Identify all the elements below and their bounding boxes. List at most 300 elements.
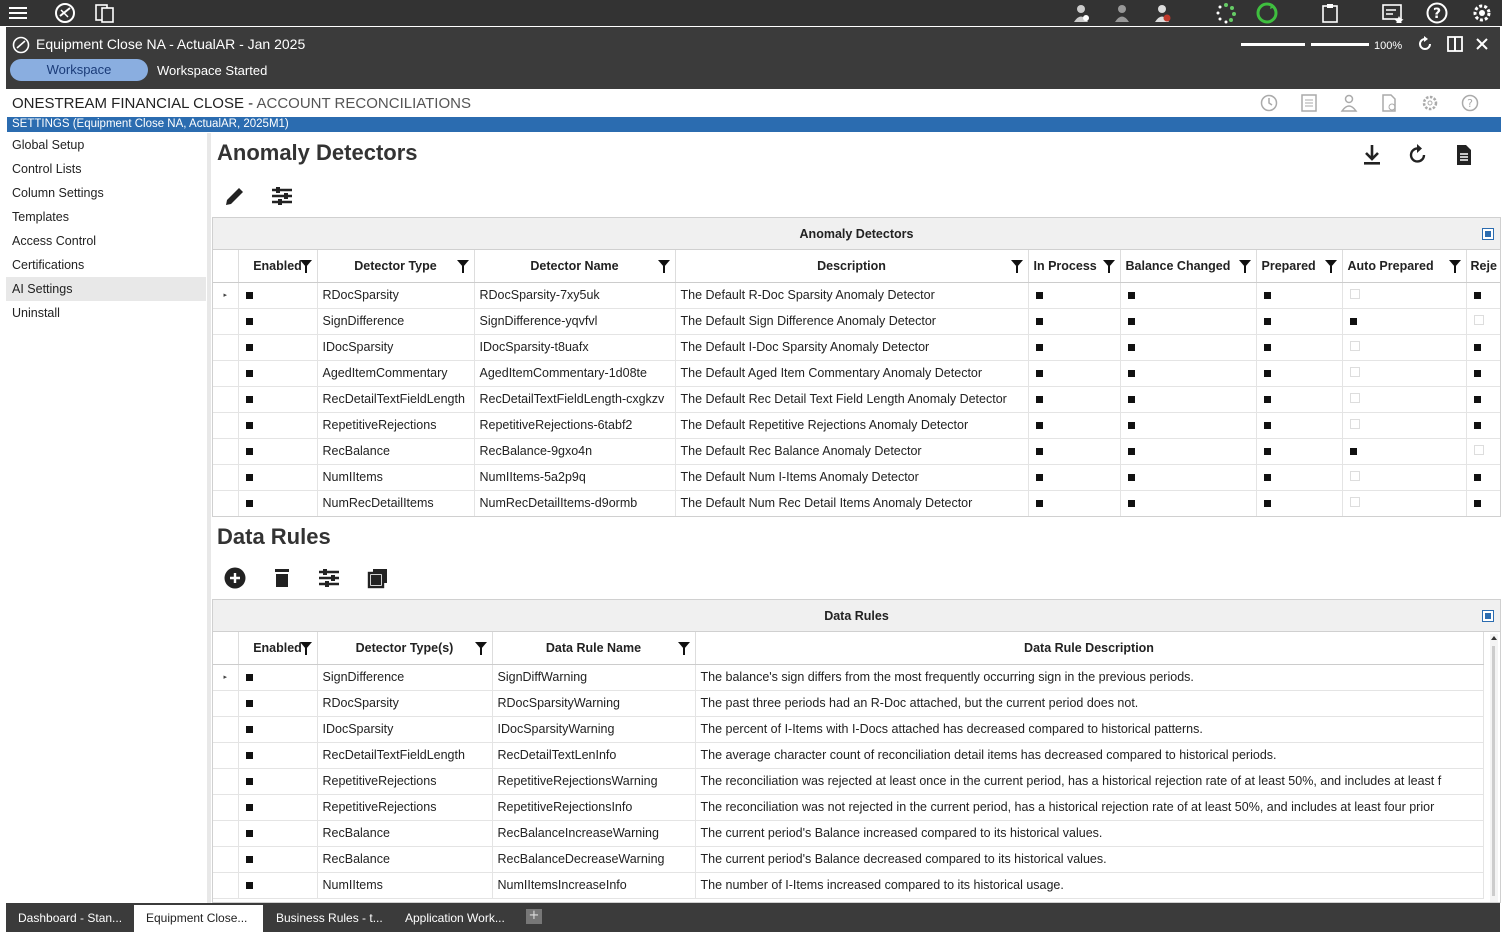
table-row[interactable] — [213, 768, 1483, 794]
data-rules-heading: Data Rules — [217, 524, 331, 549]
gear-icon[interactable] — [1421, 94, 1439, 116]
col-header-balance-changed[interactable]: Balance Changed — [1120, 250, 1256, 282]
user-icon[interactable] — [1112, 2, 1132, 24]
anomaly-detectors-heading: Anomaly Detectors — [217, 140, 418, 165]
table-row[interactable] — [213, 438, 1501, 464]
col-header-data-rule-name[interactable]: Data Rule Name — [492, 632, 695, 664]
cell-data-rule-description: The balance's sign differs from the most frequently occurring sign in the previous periods. — [695, 664, 1483, 690]
checkbox-checked[interactable] — [1128, 422, 1135, 429]
checkbox-checked[interactable] — [1036, 474, 1043, 481]
row-indicator — [213, 690, 238, 716]
scrollbar-thumb[interactable] — [1492, 646, 1495, 896]
sidebar-item-control-lists[interactable]: Control Lists — [12, 162, 82, 176]
cell-enabled[interactable] — [238, 464, 317, 490]
cell-balance-changed[interactable] — [1120, 412, 1256, 438]
cell-detector-type: RecDetailTextFieldLength — [317, 386, 474, 412]
checkbox-checked[interactable] — [1474, 474, 1481, 481]
cell-detector-type: NumIItems — [317, 464, 474, 490]
loading-spinner-icon — [1214, 2, 1238, 24]
sidebar-item-uninstall[interactable]: Uninstall — [12, 306, 60, 320]
sidebar-item-templates[interactable]: Templates — [12, 210, 69, 224]
filter-icon[interactable] — [658, 260, 670, 267]
checkbox-checked[interactable] — [1350, 448, 1357, 455]
zoom-slider[interactable] — [1241, 43, 1369, 46]
workspace-button[interactable]: Workspace — [10, 59, 148, 81]
checkbox-checked[interactable] — [1264, 500, 1271, 507]
cell-data-rule-description: The percent of I-Items with I-Docs attached has decreased compared to historical patterns. — [695, 716, 1483, 742]
table-row[interactable] — [213, 360, 1501, 386]
cell-enabled[interactable] — [238, 308, 317, 334]
tab-business-rules[interactable]: Business Rules - t... — [276, 911, 383, 925]
cell-rejected[interactable] — [1466, 360, 1501, 386]
filter-icon[interactable] — [1103, 260, 1115, 267]
cell-in-process[interactable] — [1028, 386, 1120, 412]
checkbox-checked[interactable] — [1036, 448, 1043, 455]
cell-auto-prepared[interactable] — [1342, 412, 1466, 438]
cell-description: The Default Num I-Items Anomaly Detector — [675, 464, 1028, 490]
cell-description: The Default I-Doc Sparsity Anomaly Detector — [675, 334, 1028, 360]
layout-panel-icon[interactable] — [1447, 36, 1463, 56]
rules-grid-title — [213, 600, 1500, 632]
cell-enabled[interactable] — [238, 716, 317, 742]
row-indicator — [213, 846, 238, 872]
workspace-header — [6, 27, 1500, 89]
settings-gear-icon[interactable] — [1469, 2, 1495, 24]
cell-data-rule-name: RDocSparsityWarning — [492, 690, 695, 716]
zoom-level: 100% — [1374, 40, 1403, 52]
cell-description: The Default R-Doc Sparsity Anomaly Detector — [675, 282, 1028, 308]
checkbox-checked[interactable] — [1264, 292, 1271, 299]
checkbox-checked[interactable] — [1474, 500, 1481, 507]
cell-detector-type: RDocSparsity — [317, 282, 474, 308]
checkbox-checked[interactable] — [1264, 422, 1271, 429]
cell-balance-changed[interactable] — [1120, 490, 1256, 516]
cell-rejected[interactable] — [1466, 464, 1501, 490]
top-bar — [0, 0, 1502, 26]
checkbox-checked[interactable] — [246, 830, 253, 837]
cell-enabled[interactable] — [238, 820, 317, 846]
checkbox-checked[interactable] — [1128, 474, 1135, 481]
cell-detector-types: SignDifference — [317, 664, 492, 690]
checkbox-checked[interactable] — [1474, 370, 1481, 377]
checkbox-checked[interactable] — [1474, 396, 1481, 403]
sidebar-item-certifications[interactable]: Certifications — [12, 258, 85, 272]
cell-detector-name: AgedItemCommentary-1d08te — [474, 360, 675, 386]
col-header-detector-types[interactable]: Detector Type(s) — [317, 632, 492, 664]
adjust-filter-icon-2[interactable] — [317, 566, 341, 594]
filter-icon[interactable] — [1449, 260, 1461, 267]
cell-auto-prepared[interactable] — [1342, 464, 1466, 490]
filter-icon[interactable] — [475, 642, 487, 649]
row-indicator — [213, 742, 238, 768]
col-header-enabled[interactable]: Enabled — [238, 250, 317, 282]
checkbox-checked[interactable] — [246, 396, 253, 403]
checkbox-unchecked[interactable] — [1350, 289, 1360, 299]
sidebar-item-access-control[interactable]: Access Control — [12, 234, 97, 248]
cell-detector-name: RecDetailTextFieldLength-cxgkzv — [474, 386, 675, 412]
cell-in-process[interactable] — [1028, 282, 1120, 308]
col-header-in-process[interactable]: In Process — [1028, 250, 1120, 282]
cell-prepared[interactable] — [1256, 308, 1342, 334]
app-area — [6, 89, 1500, 903]
checkbox-checked[interactable] — [1264, 448, 1271, 455]
cell-data-rule-name: NumIItemsIncreaseInfo — [492, 872, 695, 898]
row-indicator — [213, 872, 238, 898]
cell-balance-changed[interactable] — [1120, 360, 1256, 386]
row-indicator — [213, 464, 238, 490]
checkbox-checked[interactable] — [1128, 344, 1135, 351]
onestream-logo-icon[interactable] — [53, 2, 77, 24]
checkbox-checked[interactable] — [1264, 318, 1271, 325]
cell-enabled[interactable] — [238, 742, 317, 768]
task-list-star-icon[interactable] — [1380, 2, 1406, 24]
checkbox-checked[interactable] — [246, 318, 253, 325]
table-row[interactable] — [213, 690, 1483, 716]
row-indicator — [213, 794, 238, 820]
filter-icon[interactable] — [300, 642, 312, 649]
col-header-description[interactable]: Description — [675, 250, 1028, 282]
app-title-main: ONESTREAM FINANCIAL CLOSE - — [12, 95, 257, 112]
row-indicator — [213, 412, 238, 438]
cell-data-rule-name: RepetitiveRejectionsWarning — [492, 768, 695, 794]
clipboard-icon[interactable] — [1320, 2, 1340, 24]
checkbox-checked[interactable] — [1264, 344, 1271, 351]
checkbox-checked[interactable] — [1474, 292, 1481, 299]
cell-auto-prepared[interactable] — [1342, 360, 1466, 386]
cell-prepared[interactable] — [1256, 438, 1342, 464]
hamburger-menu-icon[interactable] — [7, 2, 29, 24]
filter-icon[interactable] — [1239, 260, 1251, 267]
table-row[interactable] — [213, 664, 1483, 690]
checkbox-unchecked[interactable] — [1350, 393, 1360, 403]
cell-in-process[interactable] — [1028, 360, 1120, 386]
table-row[interactable] — [213, 794, 1483, 820]
checkbox-checked[interactable] — [1036, 500, 1043, 507]
table-row[interactable] — [213, 872, 1483, 898]
checkbox-unchecked[interactable] — [1350, 471, 1360, 481]
row-indicator — [213, 360, 238, 386]
table-row[interactable] — [213, 742, 1483, 768]
cell-balance-changed[interactable] — [1120, 282, 1256, 308]
col-header-rejected[interactable]: Reje — [1466, 250, 1501, 282]
help-icon[interactable] — [1425, 2, 1449, 24]
row-indicator — [213, 386, 238, 412]
cell-enabled[interactable] — [238, 846, 317, 872]
cell-data-rule-name: RecBalanceDecreaseWarning — [492, 846, 695, 872]
cell-enabled[interactable] — [238, 664, 317, 690]
table-row[interactable] — [213, 334, 1501, 360]
anomaly-detectors-grid — [212, 217, 1501, 517]
app-title — [12, 95, 471, 112]
row-indicator-header — [213, 632, 238, 664]
checkbox-checked[interactable] — [1474, 422, 1481, 429]
data-rules-grid — [212, 599, 1501, 903]
table-row[interactable] — [213, 846, 1483, 872]
document-icon[interactable] — [1452, 143, 1476, 171]
cell-prepared[interactable] — [1256, 464, 1342, 490]
checkbox-checked[interactable] — [246, 674, 253, 681]
table-row[interactable] — [213, 490, 1501, 516]
cell-rejected[interactable] — [1466, 386, 1501, 412]
cell-enabled[interactable] — [238, 282, 317, 308]
checkbox-checked[interactable] — [246, 752, 253, 759]
cell-auto-prepared[interactable] — [1342, 438, 1466, 464]
filter-icon[interactable] — [1325, 260, 1337, 267]
checkbox-checked[interactable] — [246, 344, 253, 351]
cell-detector-type: RepetitiveRejections — [317, 412, 474, 438]
cell-enabled[interactable] — [238, 690, 317, 716]
cell-detector-name: IDocSparsity-t8uafx — [474, 334, 675, 360]
cell-data-rule-name: RepetitiveRejectionsInfo — [492, 794, 695, 820]
checkbox-checked[interactable] — [246, 856, 253, 863]
svg-text:?: ? — [1467, 97, 1473, 110]
checkbox-checked[interactable] — [246, 500, 253, 507]
cell-in-process[interactable] — [1028, 438, 1120, 464]
cell-auto-prepared[interactable] — [1342, 308, 1466, 334]
row-indicator — [213, 820, 238, 846]
cell-auto-prepared[interactable] — [1342, 490, 1466, 516]
table-row[interactable] — [213, 412, 1501, 438]
table-row[interactable] — [213, 820, 1483, 846]
copy-icon[interactable] — [366, 566, 390, 594]
cell-balance-changed[interactable] — [1120, 308, 1256, 334]
checkbox-checked[interactable] — [1036, 318, 1043, 325]
clock-icon[interactable] — [1260, 94, 1278, 116]
checkbox-checked[interactable] — [1128, 448, 1135, 455]
checkbox-unchecked[interactable] — [1350, 367, 1360, 377]
cell-enabled[interactable] — [238, 768, 317, 794]
cell-data-rule-description: The current period's Balance decreased compared to its historical values. — [695, 846, 1483, 872]
cell-detector-types: RecBalance — [317, 820, 492, 846]
cell-rejected[interactable] — [1466, 334, 1501, 360]
tab-equipment-close[interactable]: Equipment Close... — [134, 905, 263, 932]
cell-detector-name: RepetitiveRejections-6tabf2 — [474, 412, 675, 438]
col-header-auto-prepared[interactable]: Auto Prepared — [1342, 250, 1466, 282]
col-header-detector-name[interactable]: Detector Name — [474, 250, 675, 282]
download-icon[interactable] — [1360, 143, 1384, 171]
row-indicator — [213, 716, 238, 742]
cell-in-process[interactable] — [1028, 412, 1120, 438]
zoom-slider-thumb[interactable] — [1305, 40, 1311, 49]
documents-icon[interactable] — [93, 2, 117, 24]
col-header-detector-type[interactable]: Detector Type — [317, 250, 474, 282]
cell-balance-changed[interactable] — [1120, 386, 1256, 412]
checkbox-checked[interactable] — [1128, 500, 1135, 507]
table-row[interactable] — [213, 308, 1501, 334]
checkbox-checked[interactable] — [246, 474, 253, 481]
expand-grid-icon[interactable] — [1482, 610, 1494, 622]
cell-detector-type: NumRecDetailItems — [317, 490, 474, 516]
settings-sidebar — [6, 133, 206, 903]
checkbox-unchecked[interactable] — [1350, 341, 1360, 351]
cell-enabled[interactable] — [238, 872, 317, 898]
rules-grid-title-text: Data Rules — [824, 609, 889, 623]
table-row[interactable] — [213, 386, 1501, 412]
cell-detector-name: NumRecDetailItems-d9ormb — [474, 490, 675, 516]
anomaly-grid-title — [213, 218, 1500, 250]
reset-icon[interactable] — [1406, 143, 1430, 171]
cell-data-rule-description: The average character count of reconciliation detail items has decreased compared to historical periods. — [695, 742, 1483, 768]
checkbox-checked[interactable] — [246, 422, 253, 429]
cell-balance-changed[interactable] — [1120, 438, 1256, 464]
filter-icon[interactable] — [457, 260, 469, 267]
checkbox-checked[interactable] — [1264, 474, 1271, 481]
cell-in-process[interactable] — [1028, 308, 1120, 334]
checkbox-checked[interactable] — [1128, 292, 1135, 299]
cell-prepared[interactable] — [1256, 490, 1342, 516]
add-circle-icon[interactable] — [223, 566, 247, 594]
cell-auto-prepared[interactable] — [1342, 386, 1466, 412]
bottom-tab-bar — [6, 903, 1500, 932]
refresh-green-icon[interactable] — [1255, 2, 1279, 24]
sidebar-splitter[interactable] — [207, 133, 211, 903]
cell-prepared[interactable] — [1256, 360, 1342, 386]
cell-prepared[interactable] — [1256, 334, 1342, 360]
cell-description: The Default Rec Balance Anomaly Detector — [675, 438, 1028, 464]
row-indicator: ▸ — [213, 664, 238, 690]
cell-enabled[interactable] — [238, 412, 317, 438]
close-icon[interactable] — [1475, 36, 1489, 55]
anomaly-grid-title-text: Anomaly Detectors — [799, 227, 914, 241]
adjust-filter-icon[interactable] — [270, 184, 294, 212]
checkbox-checked[interactable] — [246, 292, 253, 299]
cell-detector-types: NumIItems — [317, 872, 492, 898]
table-row[interactable] — [213, 464, 1501, 490]
cell-detector-types: RDocSparsity — [317, 690, 492, 716]
vertical-scrollbar[interactable] — [1490, 634, 1498, 902]
checkbox-checked[interactable] — [1036, 422, 1043, 429]
user-check-icon[interactable] — [1071, 2, 1091, 24]
cell-detector-type: IDocSparsity — [317, 334, 474, 360]
cell-rejected[interactable] — [1466, 412, 1501, 438]
cell-detector-name: NumIItems-5a2p9q — [474, 464, 675, 490]
filter-icon[interactable] — [1011, 260, 1023, 267]
cell-data-rule-description: The reconciliation was not rejected in the current period, has a historical rejection rate of at least 50%, and includes at least four prior — [695, 794, 1483, 820]
cell-in-process[interactable] — [1028, 490, 1120, 516]
cell-rejected[interactable] — [1466, 438, 1501, 464]
checkbox-unchecked[interactable] — [1474, 315, 1484, 325]
checkbox-checked[interactable] — [1128, 370, 1135, 377]
workspace-title: Equipment Close NA - ActualAR - Jan 2025 — [36, 36, 306, 52]
row-indicator — [213, 768, 238, 794]
edit-pencil-icon[interactable] — [223, 184, 247, 212]
cell-enabled[interactable] — [238, 794, 317, 820]
person-icon[interactable] — [1340, 94, 1358, 116]
checkbox-checked[interactable] — [246, 882, 253, 889]
cell-balance-changed[interactable] — [1120, 334, 1256, 360]
checkbox-unchecked[interactable] — [1350, 497, 1360, 507]
cell-detector-name: RecBalance-9gxo4n — [474, 438, 675, 464]
workspace-status: Workspace Started — [157, 63, 268, 78]
cell-enabled[interactable] — [238, 386, 317, 412]
cell-detector-types: RepetitiveRejections — [317, 768, 492, 794]
onestream-small-logo-icon — [12, 36, 30, 58]
cell-detector-type: AgedItemCommentary — [317, 360, 474, 386]
help-circle-icon[interactable] — [1461, 94, 1479, 116]
row-indicator — [213, 334, 238, 360]
tab-dashboard[interactable]: Dashboard - Stan... — [18, 911, 123, 925]
checkbox-checked[interactable] — [1128, 396, 1135, 403]
cell-rejected[interactable] — [1466, 490, 1501, 516]
sidebar-item-ai-settings[interactable]: AI Settings — [6, 277, 206, 301]
cell-description: The Default Repetitive Rejections Anomaly Detector — [675, 412, 1028, 438]
cell-prepared[interactable] — [1256, 386, 1342, 412]
sidebar-item-global-setup[interactable]: Global Setup — [12, 138, 85, 152]
cell-in-process[interactable] — [1028, 334, 1120, 360]
cell-enabled[interactable] — [238, 490, 317, 516]
cell-balance-changed[interactable] — [1120, 464, 1256, 490]
checkbox-checked[interactable] — [246, 726, 253, 733]
checkbox-checked[interactable] — [1264, 370, 1271, 377]
checkbox-checked[interactable] — [246, 700, 253, 707]
row-indicator — [213, 438, 238, 464]
checkbox-checked[interactable] — [1036, 370, 1043, 377]
checkbox-checked[interactable] — [1264, 396, 1271, 403]
cell-data-rule-name: RecBalanceIncreaseWarning — [492, 820, 695, 846]
tab-application-workspaces[interactable]: Application Work... — [405, 911, 505, 925]
checkbox-unchecked[interactable] — [1474, 445, 1484, 455]
sidebar-item-column-settings[interactable]: Column Settings — [12, 186, 104, 200]
refresh-icon[interactable] — [1417, 36, 1433, 56]
row-indicator — [213, 490, 238, 516]
document-check-icon[interactable] — [1380, 94, 1398, 116]
checkbox-checked[interactable] — [246, 448, 253, 455]
cell-prepared[interactable] — [1256, 412, 1342, 438]
table-row[interactable] — [213, 282, 1501, 308]
checkbox-checked[interactable] — [246, 804, 253, 811]
checkbox-checked[interactable] — [246, 370, 253, 377]
filter-icon[interactable] — [678, 642, 690, 649]
list-document-icon[interactable] — [1300, 94, 1318, 116]
checkbox-checked[interactable] — [246, 778, 253, 785]
add-tab-icon[interactable]: + — [526, 909, 542, 924]
cell-data-rule-name: IDocSparsityWarning — [492, 716, 695, 742]
cell-enabled[interactable] — [238, 334, 317, 360]
cell-rejected[interactable] — [1466, 282, 1501, 308]
row-indicator: ▸ — [213, 282, 238, 308]
cell-prepared[interactable] — [1256, 282, 1342, 308]
cell-auto-prepared[interactable] — [1342, 282, 1466, 308]
col-header-prepared[interactable]: Prepared — [1256, 250, 1342, 282]
user-error-icon[interactable] — [1152, 2, 1172, 24]
cell-enabled[interactable] — [238, 360, 317, 386]
checkbox-unchecked[interactable] — [1350, 419, 1360, 429]
checkbox-checked[interactable] — [1036, 344, 1043, 351]
expand-grid-icon[interactable] — [1482, 228, 1494, 240]
cell-auto-prepared[interactable] — [1342, 334, 1466, 360]
cell-data-rule-name: RecDetailTextLenInfo — [492, 742, 695, 768]
cell-description: The Default Rec Detail Text Field Length Anomaly Detector — [675, 386, 1028, 412]
checkbox-checked[interactable] — [1128, 318, 1135, 325]
col-header-data-rule-description[interactable]: Data Rule Description — [695, 632, 1483, 664]
row-indicator — [213, 308, 238, 334]
checkbox-checked[interactable] — [1350, 318, 1357, 325]
cell-rejected[interactable] — [1466, 308, 1501, 334]
checkbox-checked[interactable] — [1036, 292, 1043, 299]
cell-enabled[interactable] — [238, 438, 317, 464]
cell-detector-name: RDocSparsity-7xy5uk — [474, 282, 675, 308]
table-row[interactable] — [213, 716, 1483, 742]
checkbox-checked[interactable] — [1474, 344, 1481, 351]
delete-trash-icon[interactable] — [270, 566, 294, 594]
col-header-enabled[interactable]: Enabled — [238, 632, 317, 664]
scroll-up-arrow-icon[interactable] — [1491, 636, 1497, 640]
checkbox-checked[interactable] — [1036, 396, 1043, 403]
svg-text:?: ? — [1432, 6, 1442, 22]
cell-in-process[interactable] — [1028, 464, 1120, 490]
cell-description: The Default Num Rec Detail Items Anomaly Detector — [675, 490, 1028, 516]
filter-icon[interactable] — [300, 260, 312, 267]
